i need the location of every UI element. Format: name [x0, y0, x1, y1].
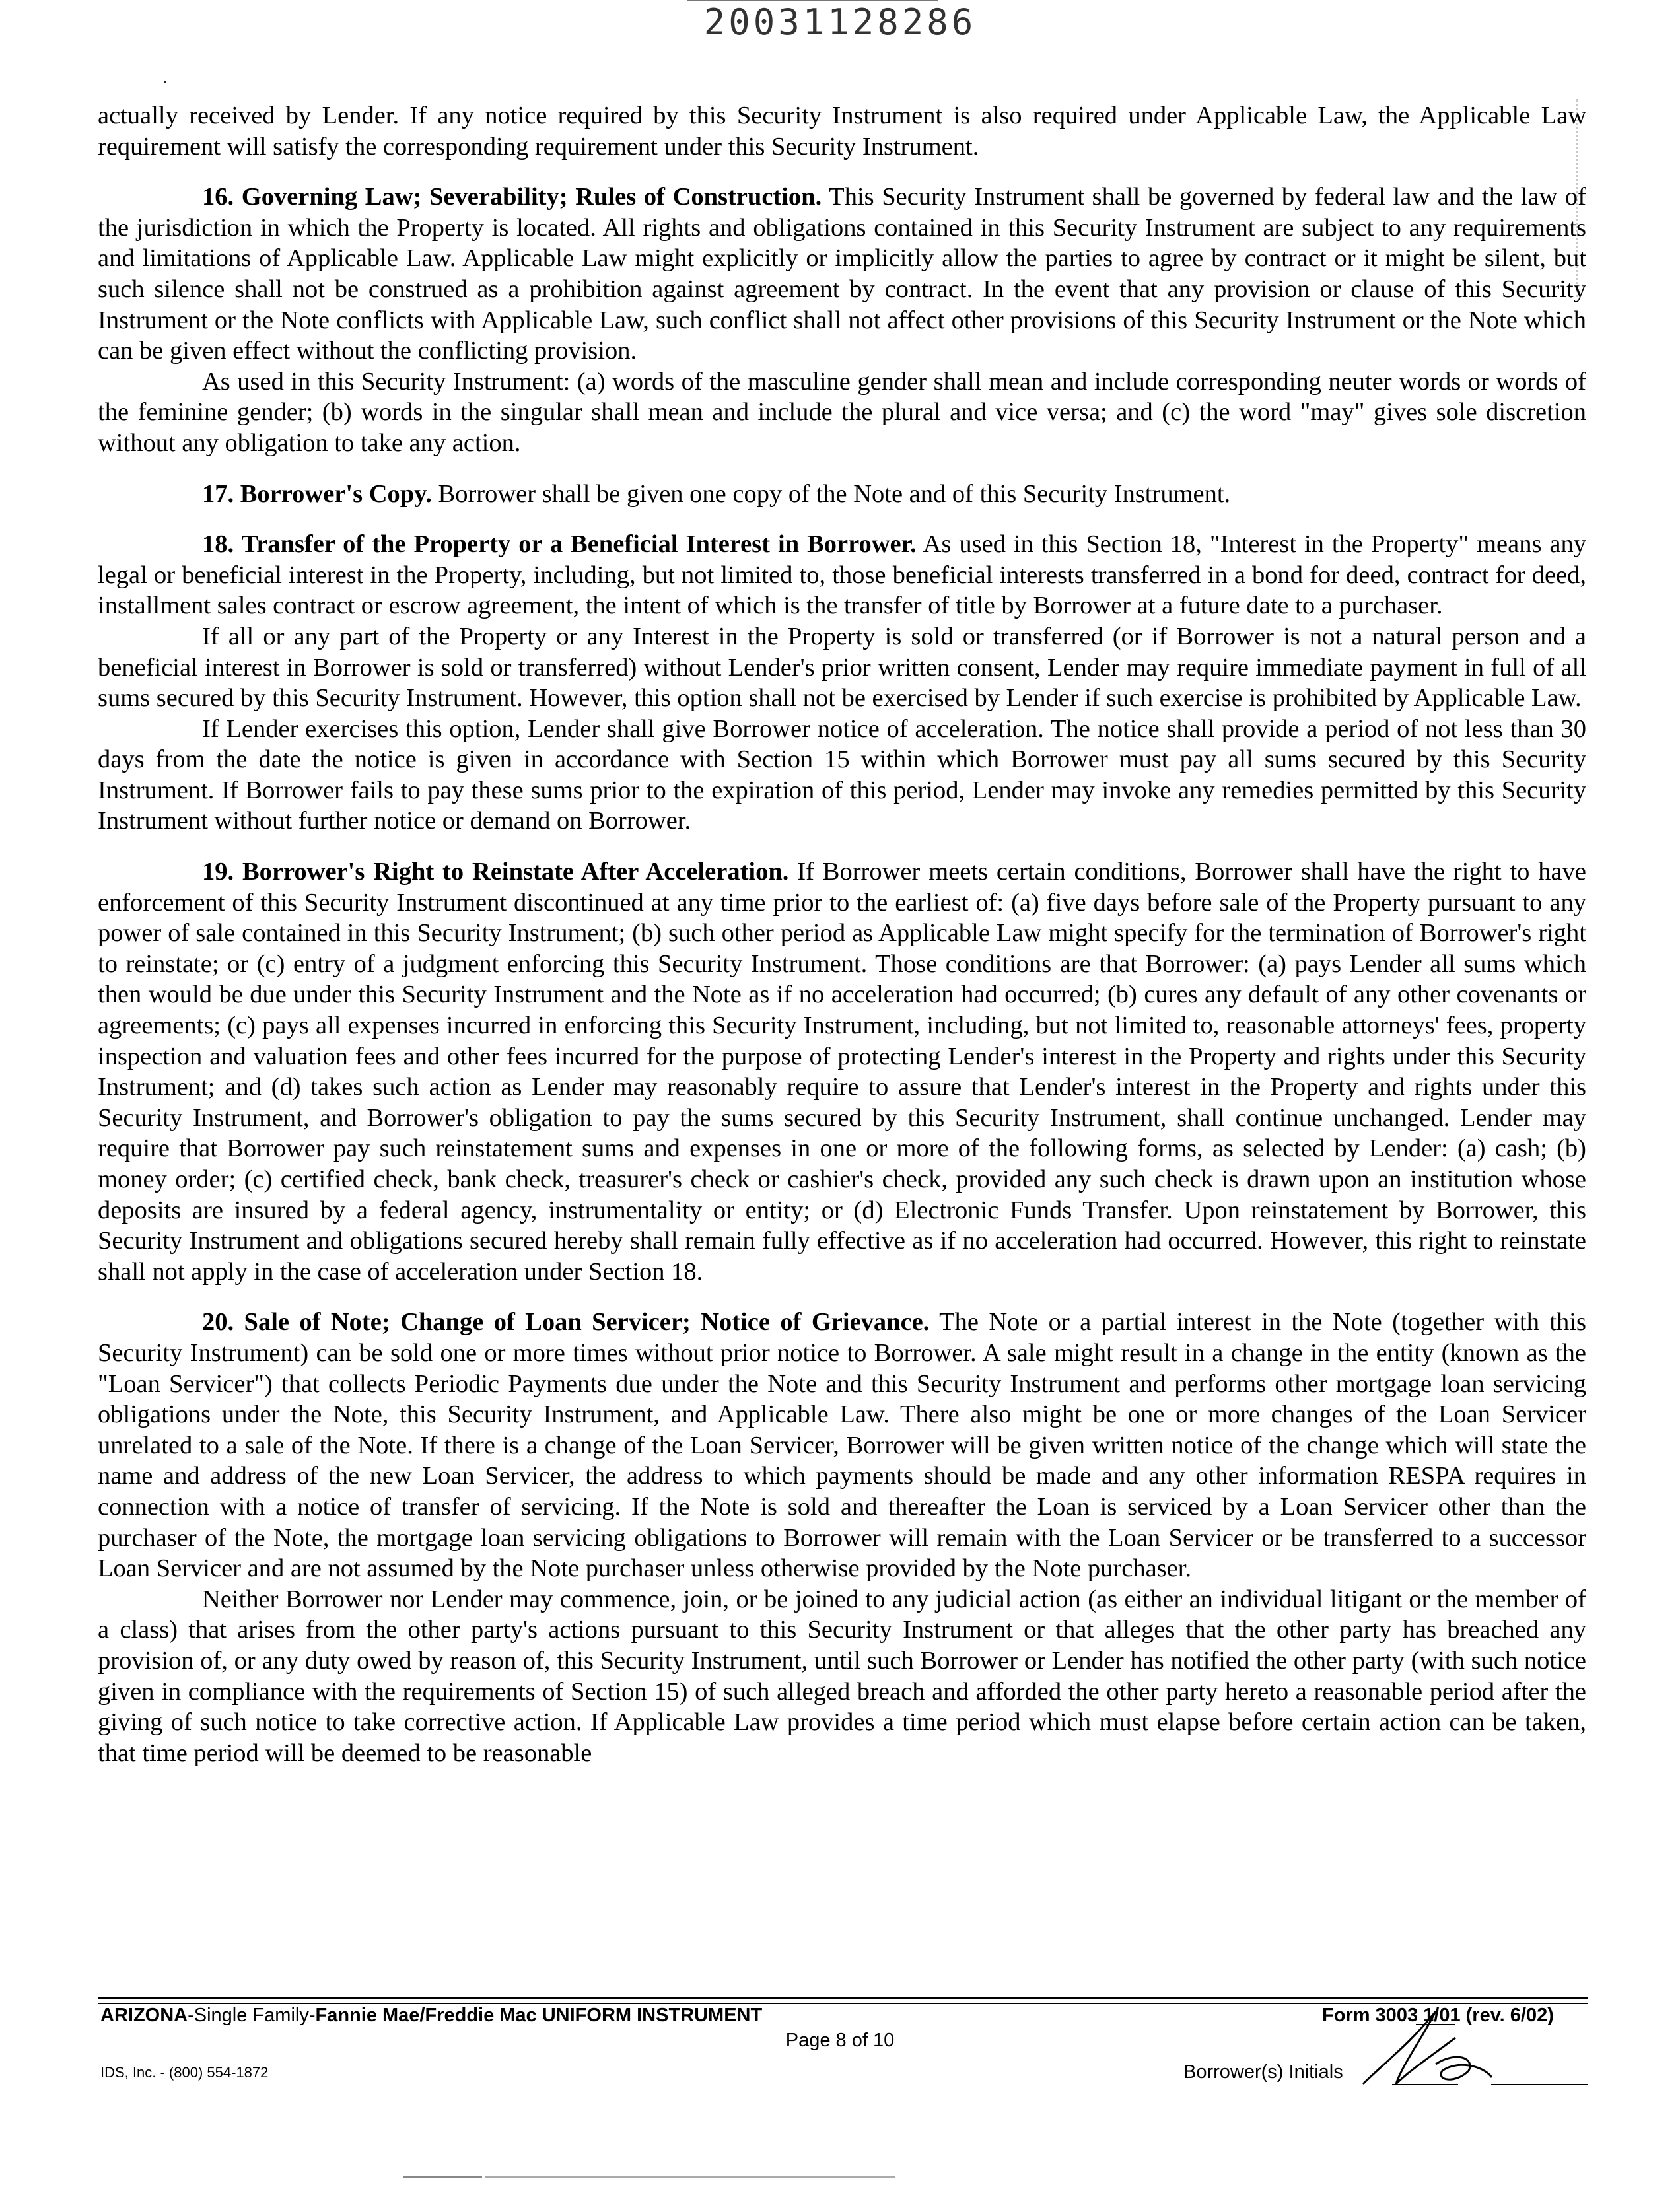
form-number: Form 3003 1/01 (rev. 6/02) [1322, 2005, 1554, 2026]
section-heading: 20. Sale of Note; Change of Loan Servicer; Notice of Grievance. [202, 1308, 930, 1336]
section-19-reinstate: 19. Borrower's Right to Reinstate After Acceleration. If Borrower meets certain conditions, Borrower shall have the right to have enforcement of this Security Instrument discontinued at any time prior to the earliest of: (a) five days before sale of the Property pursuant to any power of sale contained in this Security Instrument; (b) such other period as Applicable Law might specify for the termination of Borrower's right to reinstate; or (c) entry of a judgment enforcing this Security Instrument. Those conditions are that Borrower: (a) pays Lender all sums which then would be due under this Security Instrument and the Note as if no acceleration had occurred; (b) cures any default of any other covenants or agreements; (c) pays all expenses incurred in enforcing this Security Instrument, including, but not limited to, reasonable attorneys' fees, property inspection and valuation fees and other fees incurred for the purpose of protecting Lender's interest in the Property and rights under this Security Instrument; and (d) takes such action as Lender may reasonably require to assure that Lender's interest in the Property and rights under this Security Instrument, and Borrower's obligation to pay the sums secured by this Security Instrument, shall continue unchanged. Lender may require that Borrower pay such reinstatement sums and expenses in one or more of the following forms, as selected by Lender: (a) cash; (b) money order; (c) certified check, bank check, treasurer's check or cashier's check, provided any such check is drawn upon an institution whose deposits are insured by a federal agency, instrumentality or entity; or (d) Electronic Funds Transfer. Upon reinstatement by Borrower, this Security Instrument and obligations secured hereby shall remain fully effective as if no acceleration had occurred. However, this right to reinstate shall not apply in the case of acceleration under Section 18. [98, 858, 1586, 1286]
section-18-transfer: 18. Transfer of the Property or a Beneficial Interest in Borrower. As used in this Section 18, "Interest in the Property" means any legal or beneficial interest in the Property, including, but not limited to, those beneficial interests transferred in a bond for deed, contract for deed, installment sales contract or escrow agreement, the intent of which is the transfer of title by Borrower at a future date to a purchaser. [98, 530, 1586, 620]
section-16-construction: As used in this Security Instrument: (a) words of the masculine gender shall mean and include corresponding neuter words or words of the feminine gender; (b) words in the singular shall mean and include the plural and vice versa; and (c) the word "may" gives sole discretion without any obligation to take any action. [98, 367, 1586, 457]
section-heading: 16. Governing Law; Severability; Rules of Construction. [202, 183, 822, 211]
section-heading: 18. Transfer of the Property or a Beneficial Interest in Borrower. [202, 530, 917, 559]
section-17-borrowers-copy: 17. Borrower's Copy. Borrower shall be given one copy of the Note and of this Security Instrument. [202, 479, 1231, 508]
scan-speck [164, 81, 166, 83]
paragraph-continuation: actually received by Lender. If any notice required by this Security Instrument is also required under Applicable Law, the Applicable Law requirement will satisfy the corresponding requirement under this Security Instrument. [98, 102, 1586, 160]
publisher-info: IDS, Inc. - (800) 554-1872 [100, 2064, 269, 2081]
section-16-governing-law: 16. Governing Law; Severability; Rules of Construction. This Security Instrument shall be governed by federal law and the law of the jurisdiction in which the Property is located. All rights and obligations contained in this Security Instrument are subject to any requirements and limitations of Applicable Law. Applicable Law might explicitly or implicitly allow the parties to agree by contract or it might be silent, but such silence shall not be construed as a prohibition against agreement by contract. In the event that any provision or clause of this Security Instrument or the Note conflicts with Applicable Law, such conflict shall not affect other provisions of this Security Instrument or the Note which can be given effect without the conflicting provision. [98, 183, 1586, 365]
document-body [98, 100, 1586, 1768]
recording-number: 20031128286 [703, 1, 977, 43]
bottom-scan-rule [403, 2176, 482, 2178]
section-18-sale-transfer: If all or any part of the Property or any Interest in the Property is sold or transferred (or if Borrower is not a natural person and a beneficial interest in Borrower is sold or transferred) without Lender's prior written consent, Lender may require immediate payment in full of all sums secured by this Security Instrument. However, this option shall not be exercised by Lender if such exercise is prohibited by Applicable Law. [98, 622, 1586, 712]
handwritten-initials [1356, 1998, 1495, 2097]
section-20-sale-of-note: 20. Sale of Note; Change of Loan Servicer; Notice of Grievance. The Note or a partial interest in the Note (together with this Security Instrument) can be sold one or more times without prior notice to Borrower. A sale might result in a change in the entity (known as the "Loan Servicer") that collects Periodic Payments due under the Note and this Security Instrument and performs other mortgage loan servicing obligations under the Note, this Security Instrument, and Applicable Law. There also might be one or more changes of the Loan Servicer unrelated to a sale of the Note. If there is a change of the Loan Servicer, Borrower will be given written notice of the change which will state the name and address of the new Loan Servicer, the address to which payments should be made and any other information RESPA requires in connection with a notice of transfer of servicing. If the Note is sold and thereafter the Loan is serviced by a Loan Servicer other than the purchaser of the Note, the mortgage loan servicing obligations to Borrower will remain with the Loan Servicer or be transferred to a successor Loan Servicer and are not assumed by the Note purchaser unless otherwise provided by the Note purchaser. [98, 1308, 1586, 1583]
instrument-title: ARIZONA-Single Family-Fannie Mae/Freddie Mac UNIFORM INSTRUMENT [100, 2005, 763, 2026]
section-18-acceleration-notice: If Lender exercises this option, Lender shall give Borrower notice of acceleration. The notice shall provide a period of not less than 30 days from the date the notice is given in accordance with Section 15 within which Borrower must pay all sums secured by this Security Instrument. If Borrower fails to pay these sums prior to the expiration of this period, Lender may invoke any remedies permitted by this Security Instrument without further notice or demand on Borrower. [98, 714, 1586, 835]
bottom-scan-rule [485, 2176, 895, 2178]
initials-line [1491, 2084, 1588, 2085]
section-20-grievance: Neither Borrower nor Lender may commence, join, or be joined to any judicial action (as either an individual litigant or the member of a class) that arises from the other party's actions pursuant to this Security Instrument or that alleges that the other party has breached any provision of, or any duty owed by reason of, this Security Instrument, until such Borrower or Lender has notified the other party (with such notice given in compliance with the requirements of Section 15) of such alleged breach and afforded the other party hereto a reasonable period after the giving of such notice to take corrective action. If Applicable Law provides a time period which must elapse before certain action can be taken, that time period will be deemed to be reasonable [98, 1585, 1586, 1767]
page-number: Page 8 of 10 [785, 2030, 895, 2051]
section-heading: 19. Borrower's Right to Reinstate After Acceleration. [202, 858, 789, 886]
initials-label: Borrower(s) Initials [1183, 2062, 1343, 2083]
section-heading: 17. Borrower's Copy. [202, 479, 432, 508]
